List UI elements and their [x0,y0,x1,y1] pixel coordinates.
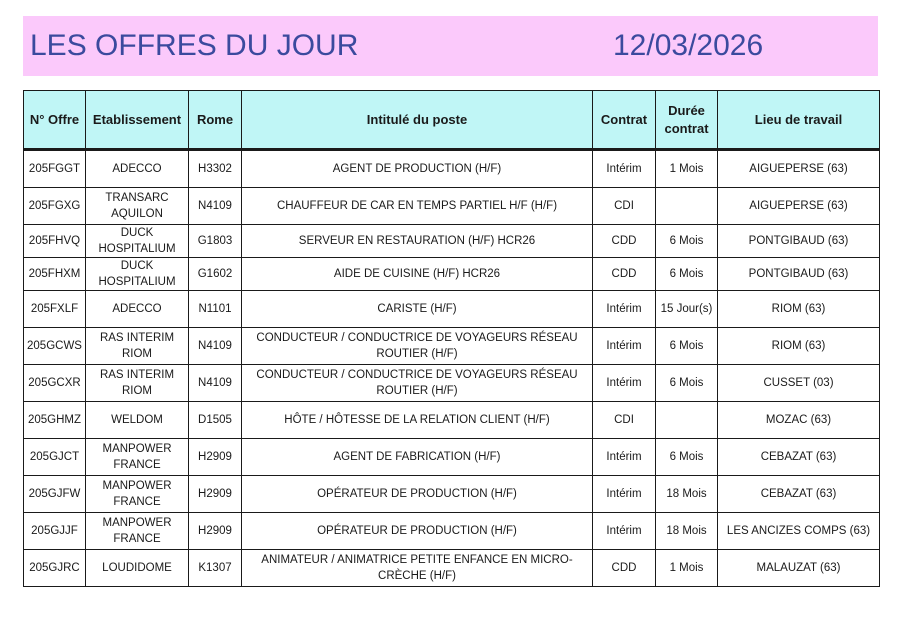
table-row [24,476,880,513]
contract-type-cell: Intérim [593,439,656,476]
job-title-cell: OPÉRATEUR DE PRODUCTION (H/F) [242,476,593,513]
offer-number-cell: 205GJJF [24,513,86,550]
job-title-cell: SERVEUR EN RESTAURATION (H/F) HCR26 [242,225,593,258]
offer-number-cell: 205FGGT [24,150,86,188]
rome-code-cell: N1101 [189,291,242,328]
establishment-cell: ADECCO [86,150,189,188]
contract-duration-cell: 15 Jour(s) [656,291,718,328]
rome-code-cell: D1505 [189,402,242,439]
workplace-cell: CEBAZAT (63) [718,476,880,513]
workplace-cell: MOZAC (63) [718,402,880,439]
table-row [24,439,880,476]
job-title-cell: CONDUCTEUR / CONDUCTRICE DE VOYAGEURS RÉSEAU ROUTIER (H/F) [242,365,593,402]
establishment-cell: LOUDIDOME [86,550,189,587]
table-row [24,513,880,550]
table-row [24,550,880,587]
title-banner [23,16,878,76]
column-header-contract: Contrat [593,91,656,150]
workplace-cell: CEBAZAT (63) [718,439,880,476]
rome-code-cell: N4109 [189,365,242,402]
establishment-cell: MANPOWER FRANCE [86,439,189,476]
offer-number-cell: 205GCWS [24,328,86,365]
workplace-cell: RIOM (63) [718,328,880,365]
contract-duration-cell: 6 Mois [656,225,718,258]
workplace-cell: MALAUZAT (63) [718,550,880,587]
table-row [24,150,880,188]
offer-number-cell: 205FXLF [24,291,86,328]
contract-type-cell: Intérim [593,291,656,328]
workplace-cell: PONTGIBAUD (63) [718,258,880,291]
rome-code-cell: K1307 [189,550,242,587]
job-title-cell: CARISTE (H/F) [242,291,593,328]
establishment-cell: RAS INTERIM RIOM [86,365,189,402]
column-header-rome: Rome [189,91,242,150]
establishment-cell: MANPOWER FRANCE [86,476,189,513]
establishment-cell: TRANSARC AQUILON [86,188,189,225]
offer-number-cell: 205GJFW [24,476,86,513]
column-header-job-title: Intitulé du poste [242,91,593,150]
workplace-cell: RIOM (63) [718,291,880,328]
contract-type-cell: CDI [593,402,656,439]
contract-duration-cell: 6 Mois [656,365,718,402]
contract-duration-cell: 6 Mois [656,328,718,365]
contract-type-cell: CDD [593,550,656,587]
workplace-cell: AIGUEPERSE (63) [718,188,880,225]
column-header-workplace: Lieu de travail [718,91,880,150]
table-row [24,402,880,439]
job-title-cell: OPÉRATEUR DE PRODUCTION (H/F) [242,513,593,550]
contract-type-cell: Intérim [593,365,656,402]
rome-code-cell: N4109 [189,328,242,365]
rome-code-cell: G1602 [189,258,242,291]
rome-code-cell: H3302 [189,150,242,188]
workplace-cell: LES ANCIZES COMPS (63) [718,513,880,550]
contract-duration-cell: 1 Mois [656,150,718,188]
contract-duration-cell: 6 Mois [656,258,718,291]
offer-number-cell: 205GHMZ [24,402,86,439]
table-header-row [24,91,880,150]
rome-code-cell: N4109 [189,188,242,225]
rome-code-cell: H2909 [189,439,242,476]
offers-table-body [24,150,880,587]
job-title-cell: HÔTE / HÔTESSE DE LA RELATION CLIENT (H/F) [242,402,593,439]
offer-number-cell: 205GJCT [24,439,86,476]
offers-table [23,90,880,587]
offer-number-cell: 205FGXG [24,188,86,225]
offer-number-cell: 205FHVQ [24,225,86,258]
column-header-establishment: Etablissement [86,91,189,150]
column-header-offer-number: N° Offre [24,91,86,150]
contract-type-cell: CDD [593,258,656,291]
contract-type-cell: Intérim [593,150,656,188]
table-row [24,365,880,402]
establishment-cell: DUCK HOSPITALIUM [86,225,189,258]
offer-number-cell: 205FHXM [24,258,86,291]
offer-number-cell: 205GJRC [24,550,86,587]
establishment-cell: RAS INTERIM RIOM [86,328,189,365]
job-title-cell: AIDE DE CUISINE (H/F) HCR26 [242,258,593,291]
table-row [24,328,880,365]
rome-code-cell: G1803 [189,225,242,258]
job-title-cell: ANIMATEUR / ANIMATRICE PETITE ENFANCE EN MICRO-CRÈCHE (H/F) [242,550,593,587]
table-row [24,291,880,328]
contract-duration-cell: 6 Mois [656,439,718,476]
page-title: LES OFFRES DU JOUR [30,29,359,62]
workplace-cell: CUSSET (03) [718,365,880,402]
offer-number-cell: 205GCXR [24,365,86,402]
contract-duration-cell: 18 Mois [656,513,718,550]
table-row [24,225,880,258]
job-title-cell: CONDUCTEUR / CONDUCTRICE DE VOYAGEURS RÉSEAU ROUTIER (H/F) [242,328,593,365]
contract-type-cell: Intérim [593,328,656,365]
contract-type-cell: CDD [593,225,656,258]
table-row [24,258,880,291]
establishment-cell: ADECCO [86,291,189,328]
contract-duration-cell [656,402,718,439]
column-header-contract-duration: Durée contrat [656,91,718,150]
page-date: 12/03/2026 [613,29,764,62]
job-title-cell: CHAUFFEUR DE CAR EN TEMPS PARTIEL H/F (H/F) [242,188,593,225]
rome-code-cell: H2909 [189,513,242,550]
establishment-cell: WELDOM [86,402,189,439]
job-title-cell: AGENT DE PRODUCTION (H/F) [242,150,593,188]
job-title-cell: AGENT DE FABRICATION (H/F) [242,439,593,476]
rome-code-cell: H2909 [189,476,242,513]
establishment-cell: MANPOWER FRANCE [86,513,189,550]
contract-duration-cell [656,188,718,225]
contract-type-cell: CDI [593,188,656,225]
establishment-cell: DUCK HOSPITALIUM [86,258,189,291]
contract-duration-cell: 1 Mois [656,550,718,587]
contract-duration-cell: 18 Mois [656,476,718,513]
contract-type-cell: Intérim [593,476,656,513]
workplace-cell: AIGUEPERSE (63) [718,150,880,188]
table-row [24,188,880,225]
contract-type-cell: Intérim [593,513,656,550]
workplace-cell: PONTGIBAUD (63) [718,225,880,258]
